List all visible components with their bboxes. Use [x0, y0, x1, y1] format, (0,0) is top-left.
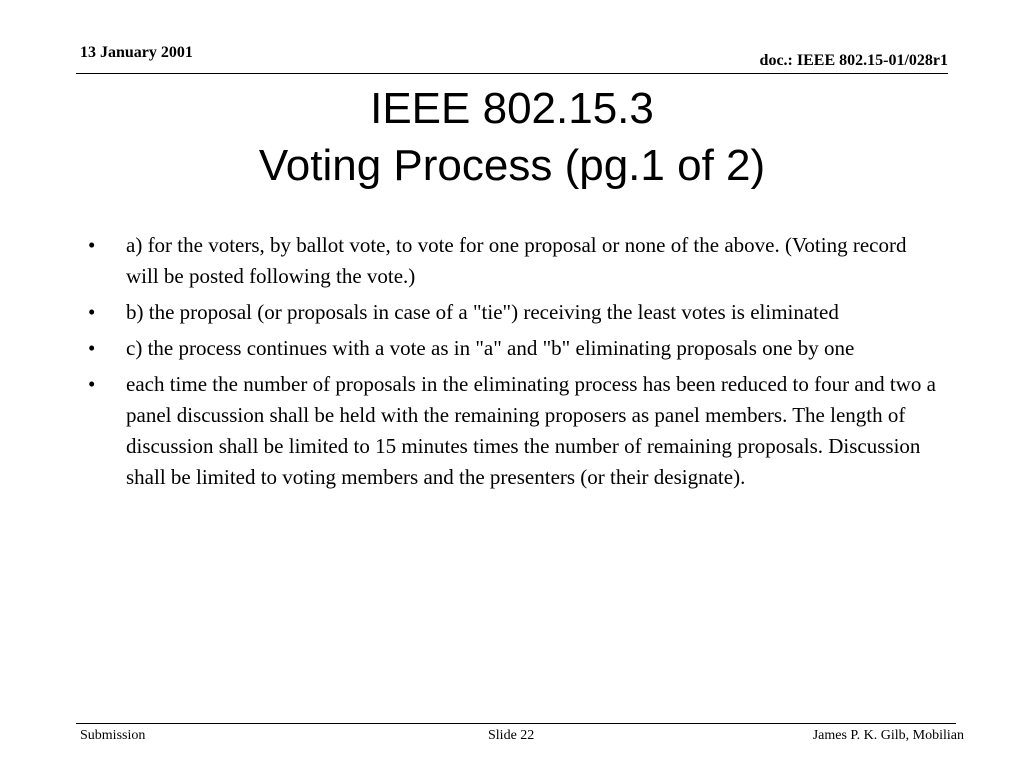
bullet-list: [82, 230, 942, 498]
bullet-dot: •: [88, 372, 96, 396]
bullet-item: [82, 230, 942, 292]
header-divider: [76, 73, 948, 74]
bullet-item: [82, 297, 942, 328]
bullet-text: c) the process continues with a vote as in "a" and "b" eliminating proposals one by one: [126, 336, 855, 360]
slide-title: [0, 80, 1024, 194]
footer-divider: [76, 723, 956, 724]
footer-slide-number: Slide 22: [488, 728, 535, 743]
bullet-dot: •: [88, 336, 96, 360]
bullet-text: each time the number of proposals in the eliminating process has been reduced to four and two a panel discussion shall be held with the remaining proposers as panel members. The length of discussion shall be limited to 15 minutes times the number of remaining proposals. Discussion shall be limited to voting members and the presenters (or their designate).: [126, 372, 936, 489]
bullet-text: b) the proposal (or proposals in case of a "tie") receiving the least votes is eliminated: [126, 300, 839, 324]
footer-submission: Submission: [80, 728, 146, 743]
footer-author: James P. K. Gilb, Mobilian: [812, 728, 964, 743]
title-line-2: Voting Process (pg.1 of 2): [258, 141, 766, 190]
bullet-dot: •: [88, 233, 96, 257]
bullet-item: [82, 369, 942, 493]
bullet-dot: •: [88, 300, 96, 324]
bullet-item: [82, 333, 942, 364]
header-date: 13 January 2001: [80, 44, 193, 61]
header-doc-id: doc.: IEEE 802.15-01/028r1: [759, 52, 948, 69]
title-line-1: IEEE 802.15.3: [370, 84, 654, 133]
bullet-text: a) for the voters, by ballot vote, to vote for one proposal or none of the above. (Voting record will be posted following the vote.): [126, 233, 907, 288]
